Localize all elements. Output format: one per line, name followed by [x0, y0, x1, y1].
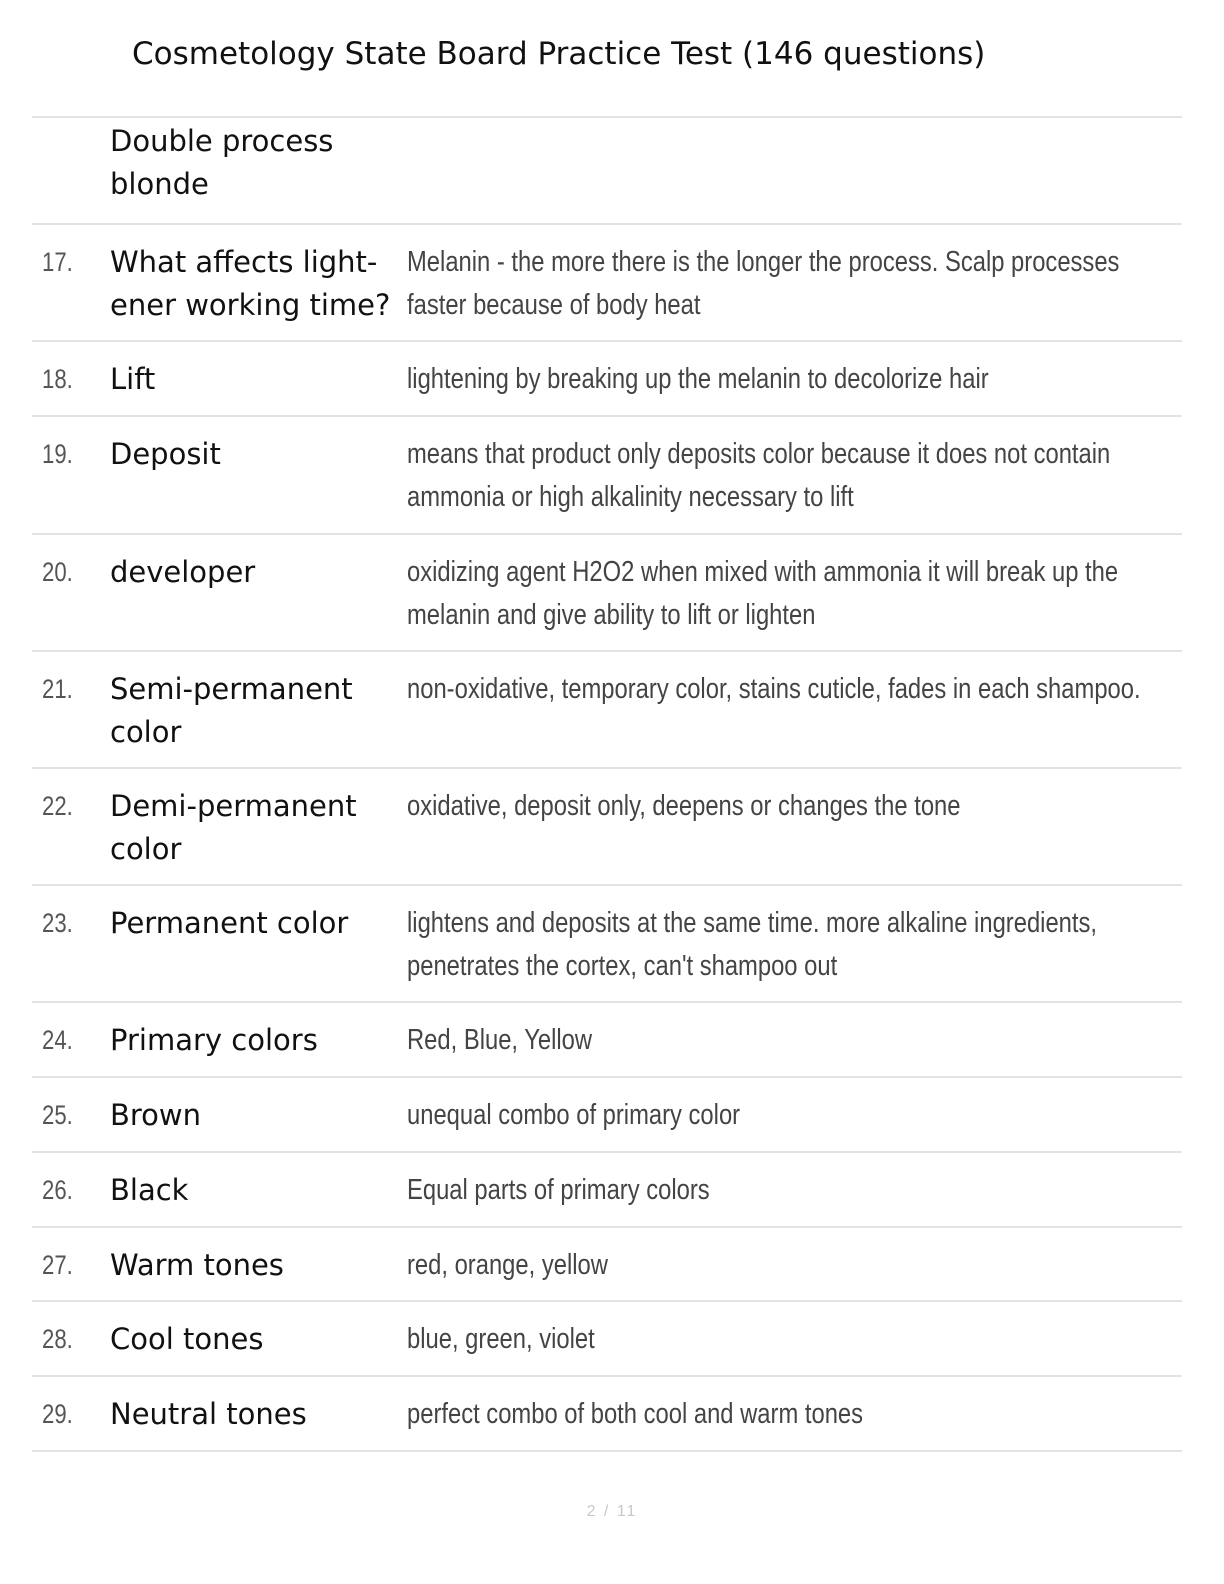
row-number: 24. [42, 1025, 73, 1055]
row-number: 29. [42, 1399, 73, 1429]
row-number: 21. [42, 674, 73, 704]
row-number: 25. [42, 1100, 73, 1130]
row-term: What affects light-ener working time? [110, 245, 391, 322]
table-row [32, 118, 1182, 225]
row-number: 23. [42, 908, 73, 938]
row-definition: Red, Blue, Yellow [407, 1024, 593, 1056]
table-row [32, 886, 1182, 1003]
row-number: 27. [42, 1250, 73, 1280]
row-term: Deposit [110, 437, 221, 471]
row-definition: non-oxidative, temporary color, stains cuticle, fades in each shampoo. [407, 673, 1141, 705]
row-definition: oxidative, deposit only, deepens or changes the tone [407, 790, 961, 822]
table-row [32, 769, 1182, 886]
row-definition: oxidizing agent H2O2 when mixed with ammonia it will break up the melanin and give ability to lift or lighten [407, 556, 1119, 631]
row-definition: means that product only deposits color because it does not contain ammonia or high alkalinity necessary to lift [407, 438, 1111, 513]
row-number: 28. [42, 1324, 73, 1354]
table-row [32, 1228, 1182, 1302]
row-term: Lift [110, 362, 156, 396]
row-term: Black [110, 1173, 189, 1207]
table-row [32, 225, 1182, 342]
document-title: Cosmetology State Board Practice Test (146 questions) [132, 36, 986, 72]
row-number: 20. [42, 557, 73, 587]
table-row [32, 417, 1182, 535]
row-definition: Equal parts of primary colors [407, 1174, 710, 1206]
table-row [32, 1078, 1182, 1153]
row-definition: unequal combo of primary color [407, 1099, 741, 1131]
table-row [32, 535, 1182, 652]
row-term: Semi-permanent color [110, 672, 353, 749]
row-term: Neutral tones [110, 1397, 307, 1431]
row-term: Brown [110, 1098, 202, 1132]
flashcard-table [32, 116, 1182, 1452]
row-term: Cool tones [110, 1322, 264, 1356]
row-number: 19. [42, 439, 73, 469]
row-number: 26. [42, 1175, 73, 1205]
row-definition: blue, green, violet [407, 1323, 595, 1355]
row-number: 17. [42, 247, 73, 277]
row-definition: Melanin - the more there is the longer the process. Scalp processes faster because of body heat [407, 246, 1120, 321]
row-term: Double process blonde [110, 124, 334, 201]
table-row [32, 1377, 1182, 1452]
row-definition: lightens and deposits at the same time. more alkaline ingredients, penetrates the cortex, can't shampoo out [407, 907, 1098, 982]
table-row [32, 652, 1182, 769]
row-term: Permanent color [110, 906, 349, 940]
row-number: 22. [42, 791, 73, 821]
row-number: 18. [42, 364, 73, 394]
row-definition: lightening by breaking up the melanin to decolorize hair [407, 363, 989, 395]
table-row [32, 1153, 1182, 1228]
row-term: Primary colors [110, 1023, 318, 1057]
row-definition: red, orange, yellow [407, 1249, 608, 1281]
table-row [32, 342, 1182, 417]
row-term: developer [110, 555, 256, 589]
row-definition: perfect combo of both cool and warm tones [407, 1398, 864, 1430]
table-row [32, 1003, 1182, 1078]
row-term: Demi-permanent color [110, 789, 357, 866]
page-number: 2 / 11 [586, 1503, 638, 1520]
table-row [32, 1302, 1182, 1377]
row-term: Warm tones [110, 1248, 284, 1282]
